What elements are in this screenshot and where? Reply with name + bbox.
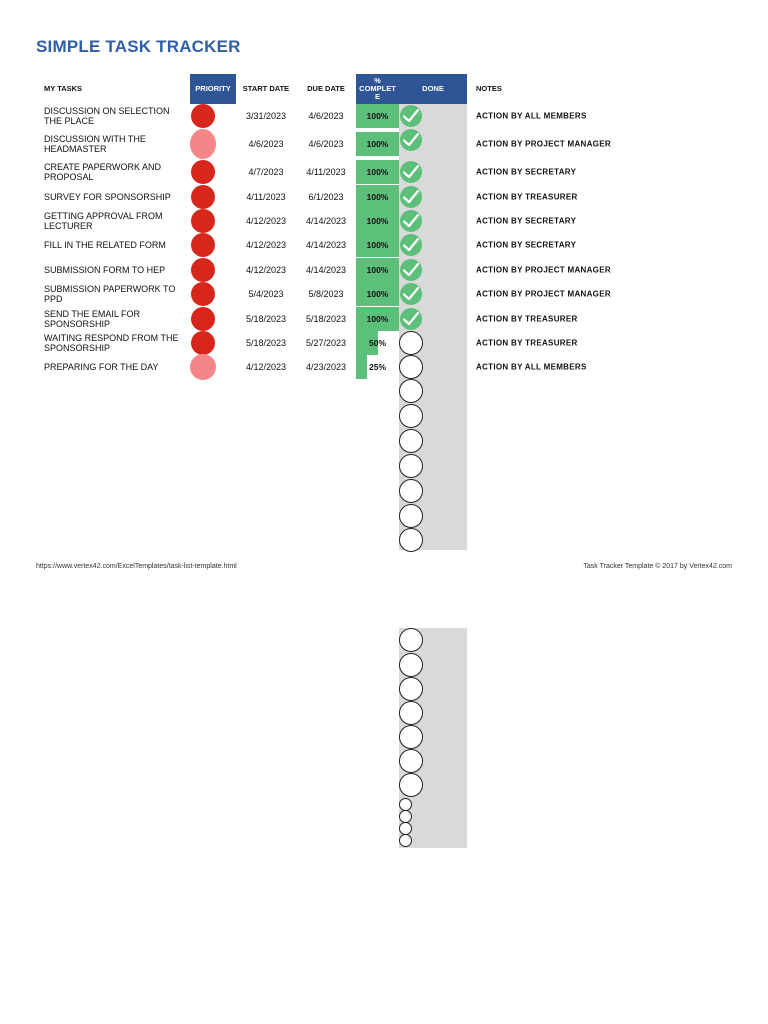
done-check-icon[interactable]	[399, 209, 423, 233]
priority-cell[interactable]	[190, 258, 216, 282]
done-check-icon[interactable]	[399, 104, 423, 128]
priority-cell[interactable]	[190, 132, 216, 156]
task-name[interactable]: SURVEY FOR SPONSORSHIP	[44, 192, 171, 202]
start-date[interactable]: 5/18/2023	[245, 314, 287, 324]
footer-url[interactable]: https://www.vertex42.com/ExcelTemplates/task-list-template.html	[36, 563, 237, 570]
header-done: DONE	[399, 74, 467, 104]
footer-copyright: Task Tracker Template © 2017 by Vertex42.com	[583, 563, 732, 570]
priority-high-icon	[191, 258, 215, 282]
start-date[interactable]: 3/31/2023	[245, 111, 287, 121]
priority-cell[interactable]	[190, 233, 216, 257]
done-checkbox-empty[interactable]	[399, 479, 423, 503]
done-check-icon[interactable]	[399, 128, 423, 152]
header-priority: PRIORITY	[190, 74, 236, 104]
task-name[interactable]: FILL IN THE RELATED FORM	[44, 240, 166, 250]
task-note[interactable]: ACTION BY SECRETARY	[476, 240, 577, 250]
table-row	[0, 185, 768, 209]
percent-complete-value: 100%	[366, 265, 389, 275]
done-check-icon[interactable]	[399, 160, 423, 184]
percent-complete-cell[interactable]	[356, 307, 399, 331]
done-checkbox-empty[interactable]	[399, 355, 423, 379]
percent-complete-value: 50%	[368, 338, 386, 348]
percent-complete-value: 100%	[366, 167, 389, 177]
header-my-tasks: MY TASKS	[44, 84, 83, 93]
percent-complete-value: 100%	[366, 289, 389, 299]
table-row	[0, 282, 768, 306]
task-note[interactable]: ACTION BY ALL MEMBERS	[476, 362, 587, 372]
table-row	[0, 355, 768, 379]
done-checkbox-empty[interactable]	[399, 773, 423, 797]
start-date[interactable]: 4/12/2023	[245, 216, 287, 226]
done-check-icon[interactable]	[399, 307, 423, 331]
done-checkbox-empty[interactable]	[399, 379, 423, 403]
priority-cell[interactable]	[190, 209, 216, 233]
priority-cell[interactable]	[190, 282, 216, 306]
percent-complete-value: 100%	[366, 139, 389, 149]
priority-low-icon	[190, 129, 216, 159]
percent-complete-cell[interactable]	[356, 282, 399, 306]
task-name[interactable]: SUBMISSION PAPERWORK TO PPD	[44, 284, 176, 304]
percent-complete-value: 100%	[366, 314, 389, 324]
task-note[interactable]: ACTION BY TREASURER	[476, 338, 578, 348]
due-date[interactable]: 6/1/2023	[308, 192, 344, 202]
priority-cell[interactable]	[190, 104, 216, 128]
task-name[interactable]: DISCUSSION ON SELECTION THE PLACE	[44, 106, 170, 126]
task-name[interactable]: SEND THE EMAIL FOR SPONSORSHIP	[44, 309, 141, 329]
task-name[interactable]: PREPARING FOR THE DAY	[44, 362, 159, 372]
start-date[interactable]: 4/11/2023	[246, 192, 286, 202]
table-row	[0, 160, 768, 184]
header-pct-line3: E	[374, 92, 380, 101]
task-note[interactable]: ACTION BY SECRETARY	[476, 167, 577, 177]
start-date[interactable]: 5/4/2023	[248, 289, 284, 299]
priority-high-icon	[191, 209, 215, 233]
due-date[interactable]: 4/14/2023	[305, 216, 347, 226]
header-start-date: START DATE	[242, 84, 290, 93]
due-date[interactable]: 5/8/2023	[308, 289, 344, 299]
priority-high-icon	[191, 307, 215, 331]
priority-cell[interactable]	[190, 160, 216, 184]
table-row	[0, 209, 768, 233]
percent-complete-value: 100%	[366, 240, 389, 250]
priority-high-icon	[191, 331, 215, 355]
percent-complete-cell[interactable]	[356, 233, 399, 257]
done-checkbox-empty[interactable]	[399, 725, 423, 749]
percent-complete-value: 100%	[366, 216, 389, 226]
done-checkbox-empty[interactable]	[399, 628, 423, 652]
task-note[interactable]: ACTION BY PROJECT MANAGER	[476, 139, 611, 149]
task-note[interactable]: ACTION BY PROJECT MANAGER	[476, 289, 611, 299]
done-check-icon[interactable]	[399, 185, 423, 209]
percent-complete-cell[interactable]	[356, 355, 399, 379]
due-date[interactable]: 4/6/2023	[308, 139, 344, 149]
done-check-icon[interactable]	[399, 233, 423, 257]
priority-high-icon	[191, 233, 215, 257]
done-checkbox-empty[interactable]	[399, 701, 423, 725]
priority-high-icon	[191, 185, 215, 209]
percent-complete-value: 25%	[368, 362, 386, 372]
task-name[interactable]: CREATE PAPERWORK AND PROPOSAL	[44, 162, 162, 182]
priority-high-icon	[191, 104, 215, 128]
done-checkbox-empty[interactable]	[399, 429, 423, 453]
priority-low-icon	[190, 354, 216, 380]
start-date[interactable]: 4/12/2023	[245, 362, 287, 372]
due-date[interactable]: 4/11/2023	[306, 167, 346, 177]
done-checkbox-empty[interactable]	[399, 404, 423, 428]
task-name[interactable]: SUBMISSION FORM TO HEP	[44, 265, 166, 275]
task-note[interactable]: ACTION BY SECRETARY	[476, 216, 577, 226]
start-date[interactable]: 4/6/2023	[248, 139, 284, 149]
done-checkbox-empty[interactable]	[399, 677, 423, 701]
start-date[interactable]: 5/18/2023	[245, 338, 287, 348]
priority-high-icon	[191, 282, 215, 306]
start-date[interactable]: 4/7/2023	[248, 167, 284, 177]
done-checkbox-empty[interactable]	[399, 834, 412, 847]
percent-complete-cell[interactable]	[356, 104, 399, 128]
percent-complete-cell[interactable]	[356, 132, 399, 156]
done-checkbox-empty[interactable]	[399, 653, 423, 677]
percent-complete-cell[interactable]	[356, 331, 399, 355]
task-name[interactable]: GETTING APPROVAL FROM LECTURER	[44, 211, 163, 231]
due-date[interactable]: 5/18/2023	[305, 314, 347, 324]
table-row	[0, 331, 768, 355]
table-row	[0, 132, 768, 156]
header-pct-line1: %	[374, 76, 381, 85]
percent-complete-cell[interactable]	[356, 209, 399, 233]
done-check-icon[interactable]	[399, 258, 423, 282]
start-date[interactable]: 4/12/2023	[245, 265, 287, 275]
percent-complete-cell[interactable]	[356, 160, 399, 184]
done-checkbox-empty[interactable]	[399, 331, 423, 355]
task-name[interactable]: DISCUSSION WITH THE HEADMASTER	[44, 134, 146, 154]
done-checkbox-empty[interactable]	[399, 454, 423, 478]
due-date[interactable]: 4/14/2023	[305, 265, 347, 275]
task-name[interactable]: WAITING RESPOND FROM THE SPONSORSHIP	[44, 333, 179, 353]
table-row	[0, 233, 768, 257]
done-checkbox-empty[interactable]	[399, 528, 423, 552]
priority-cell[interactable]	[190, 185, 216, 209]
task-note[interactable]: ACTION BY TREASURER	[476, 192, 578, 202]
due-date[interactable]: 4/14/2023	[305, 240, 347, 250]
table-row	[0, 258, 768, 282]
due-date[interactable]: 5/27/2023	[305, 338, 347, 348]
percent-complete-value: 100%	[366, 111, 389, 121]
task-note[interactable]: ACTION BY TREASURER	[476, 314, 578, 324]
priority-cell[interactable]	[190, 307, 216, 331]
due-date[interactable]: 4/23/2023	[305, 362, 347, 372]
table-row	[0, 104, 768, 128]
priority-cell[interactable]	[190, 331, 216, 355]
start-date[interactable]: 4/12/2023	[245, 240, 287, 250]
header-pct-line2: COMPLET	[359, 84, 396, 93]
table-row	[0, 307, 768, 331]
done-checkbox-empty[interactable]	[399, 749, 423, 773]
done-check-icon[interactable]	[399, 282, 423, 306]
percent-complete-cell[interactable]	[356, 185, 399, 209]
done-checkbox-empty[interactable]	[399, 504, 423, 528]
due-date[interactable]: 4/6/2023	[308, 111, 344, 121]
priority-high-icon	[191, 160, 215, 184]
page-title: SIMPLE TASK TRACKER	[36, 37, 241, 56]
task-note[interactable]: ACTION BY PROJECT MANAGER	[476, 265, 611, 275]
percent-complete-cell[interactable]	[356, 258, 399, 282]
header-percent-complete	[356, 74, 399, 104]
task-note[interactable]: ACTION BY ALL MEMBERS	[476, 111, 587, 121]
header-notes: NOTES	[476, 84, 502, 93]
header-due-date: DUE DATE	[307, 84, 345, 93]
priority-cell[interactable]	[190, 355, 216, 379]
percent-complete-value: 100%	[366, 192, 389, 202]
